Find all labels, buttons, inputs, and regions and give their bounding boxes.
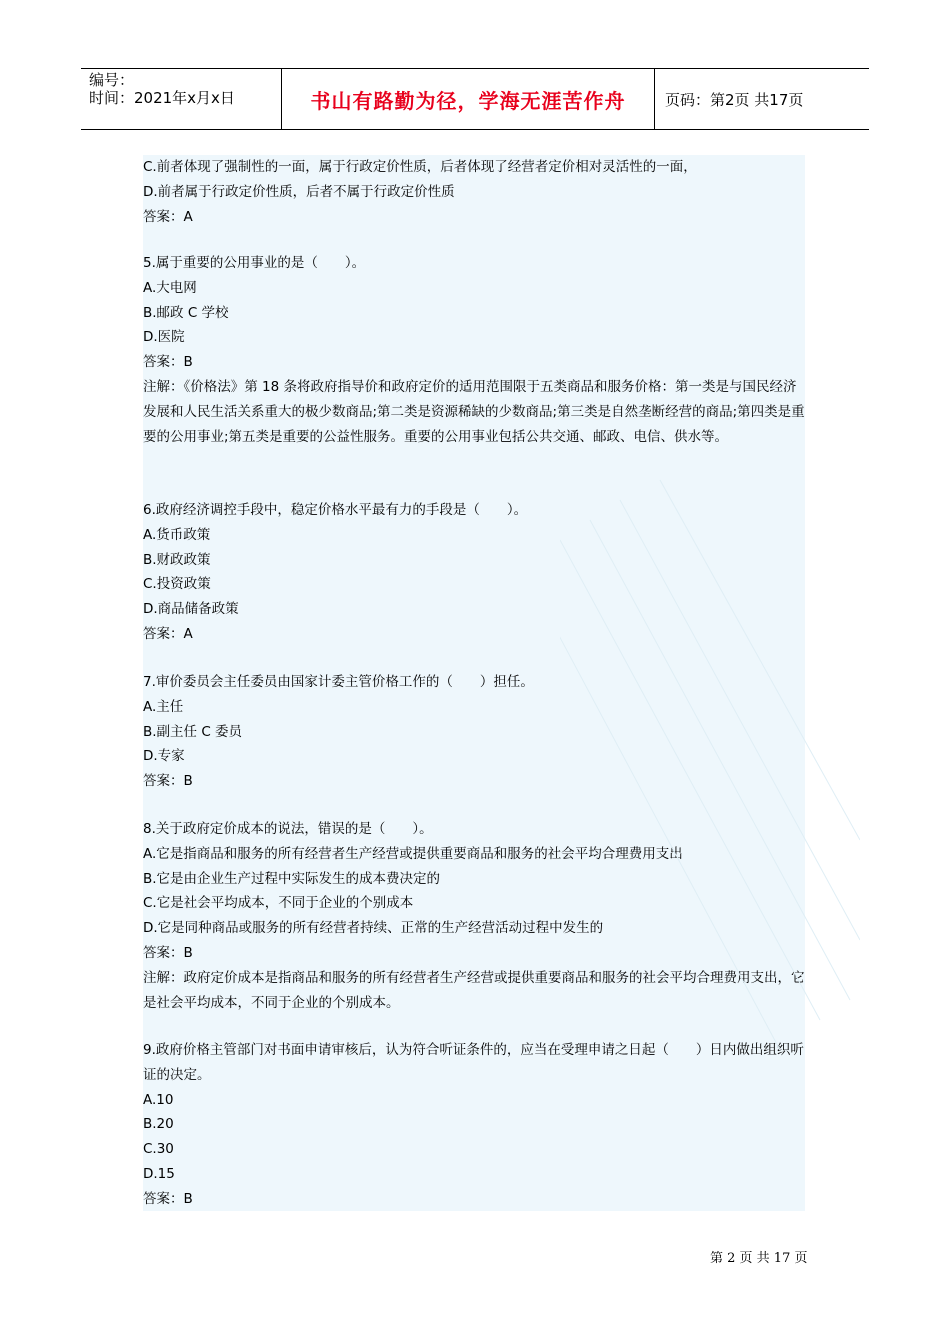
answer-note: 注解：政府定价成本是指商品和服务的所有经营者生产经营或提供重要商品和服务的社会平均合理费用支出，它是社会平均成本，不同于企业的个别成本。 <box>143 969 805 1011</box>
text-line: 答案：B <box>143 773 193 790</box>
page-footer: 第 2 页 共 17 页 <box>710 1251 808 1266</box>
text-line: B.副主任 C 委员 <box>143 723 243 740</box>
question-block <box>143 498 805 647</box>
text-line: 答案：A <box>143 625 193 642</box>
text-line: 5.属于重要的公用事业的是（ ）。 <box>143 255 366 271</box>
header-page-label: 页码：第2页 共17页 <box>665 90 804 109</box>
question-block <box>143 670 805 794</box>
code-label: 编号： <box>89 71 135 89</box>
text-line: D.专家 <box>143 748 185 765</box>
text-line: B.它是由企业生产过程中实际发生的成本费决定的 <box>143 870 441 887</box>
question-block <box>143 251 805 449</box>
text-line: 答案：B <box>143 354 193 371</box>
text-line: D.前者属于行政定价性质，后者不属于行政定价性质 <box>143 183 455 200</box>
time-label: 时间：2021年x月x日 <box>89 89 235 107</box>
header-motto: 书山有路勤为径，学海无涯苦作舟 <box>281 69 655 129</box>
page-header <box>81 68 869 130</box>
question-block <box>143 155 805 229</box>
text-line: D.商品储备政策 <box>143 601 239 618</box>
question-block <box>143 1038 805 1212</box>
text-line: C.投资政策 <box>143 576 211 593</box>
text-line: B.20 <box>143 1116 174 1133</box>
text-line: 答案：B <box>143 944 193 961</box>
text-line: A.货币政策 <box>143 526 211 543</box>
text-line: B.财政政策 <box>143 551 211 568</box>
text-line: 8.关于政府定价成本的说法，错误的是（ ）。 <box>143 821 433 837</box>
text-line: 答案：A <box>143 208 193 225</box>
text-line: C.它是社会平均成本，不同于企业的个别成本 <box>143 895 414 912</box>
text-line: 答案：B <box>143 1190 193 1207</box>
text-line: 6.政府经济调控手段中，稳定价格水平最有力的手段是（ ）。 <box>143 502 528 518</box>
answer-note: 注解：《价格法》第 18 条将政府指导价和政府定价的适用范围限于五类商品和服务价格：第一类是与国民经济发展和人民生活关系重大的极少数商品;第二类是资源稀缺的少数商品;第三类是自然垄断经营的商品;第四类是重要的公用事业;第五类是重要的公益性服务。重要的公用事业包括公共交通、邮政、电信、供水等。 <box>143 378 805 445</box>
text-line: D.它是同种商品或服务的所有经营者持续、正常的生产经营活动过程中发生的 <box>143 920 604 937</box>
text-line: 7.审价委员会主任委员由国家计委主管价格工作的（ ）担任。 <box>143 674 534 690</box>
text-line: A.主任 <box>143 698 184 715</box>
document-body <box>143 155 805 1211</box>
text-line: A.大电网 <box>143 279 197 296</box>
text-line: B.邮政 C 学校 <box>143 304 229 321</box>
text-line: A.10 <box>143 1091 174 1108</box>
text-line: C.30 <box>143 1141 174 1158</box>
text-line: D.15 <box>143 1165 175 1182</box>
header-left <box>81 69 281 129</box>
text-line: A.它是指商品和服务的所有经营者生产经营或提供重要商品和服务的社会平均合理费用支出 <box>143 845 683 862</box>
question-block <box>143 817 805 1015</box>
text-line: D.医院 <box>143 329 185 346</box>
text-line: C.前者体现了强制性的一面，属于行政定价性质，后者体现了经营者定价相对灵活性的一面， <box>143 159 697 175</box>
question-paragraph: 9.政府价格主管部门对书面申请审核后，认为符合听证条件的，应当在受理申请之日起（ ）日内做出组织听证的决定。 <box>143 1042 804 1083</box>
